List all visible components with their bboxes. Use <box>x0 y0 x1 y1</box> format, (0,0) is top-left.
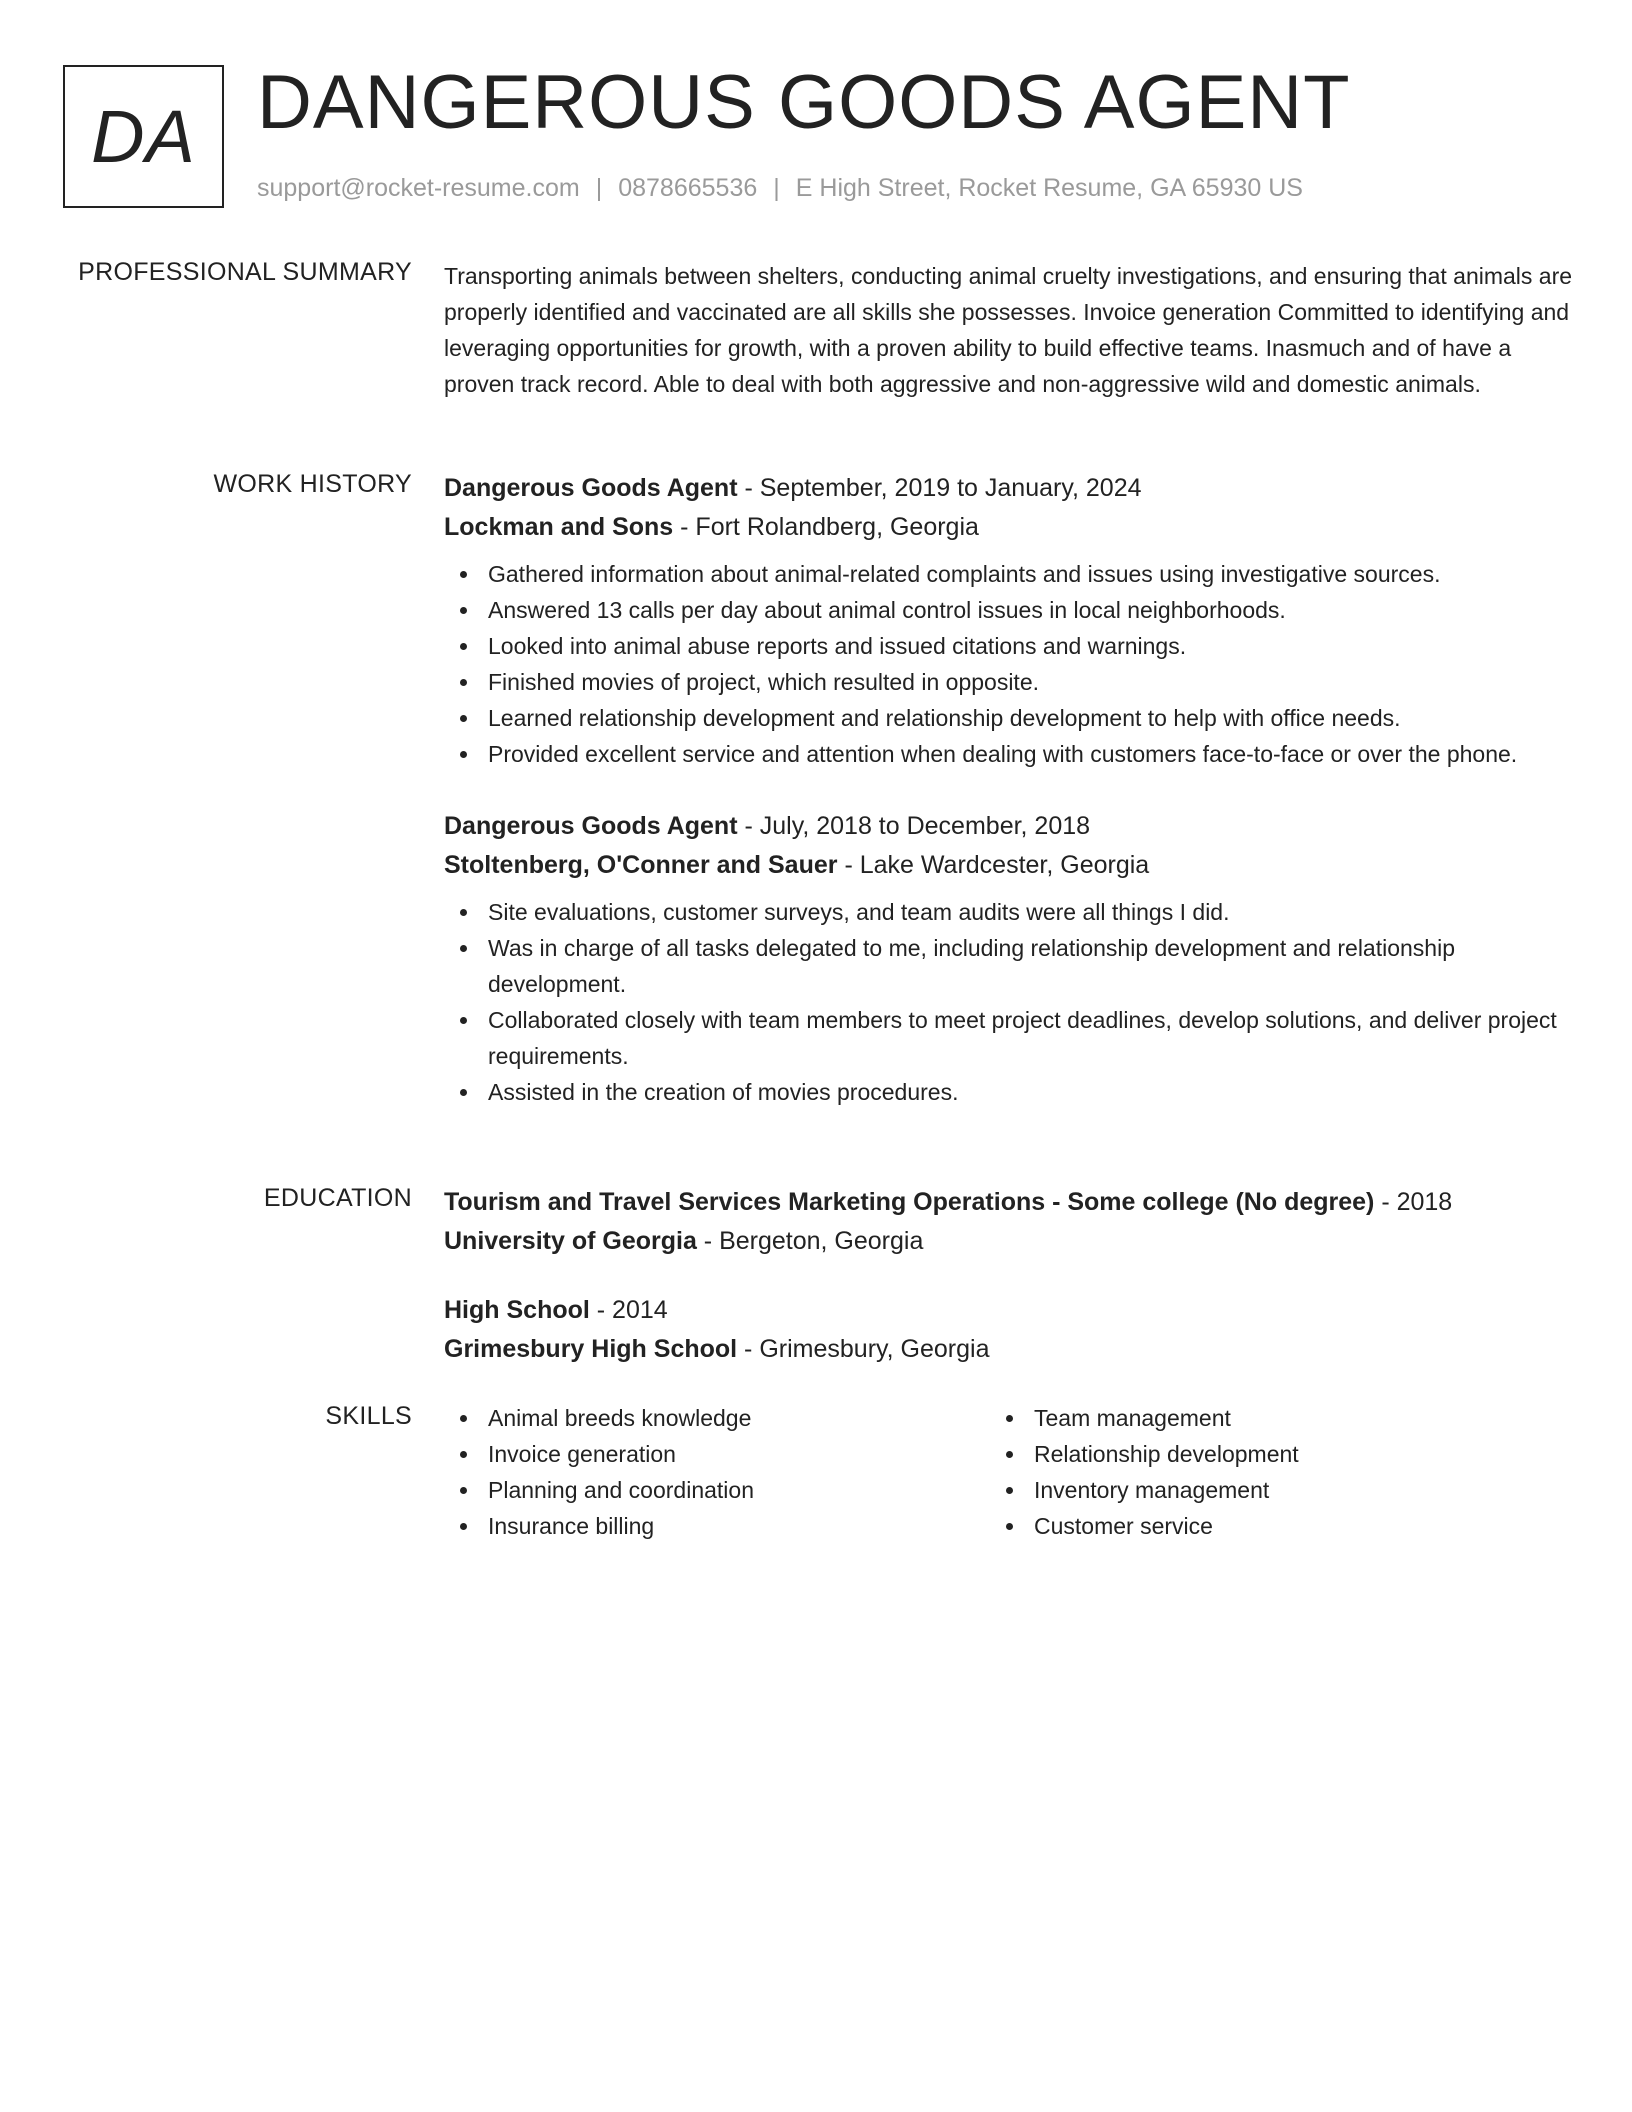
job-company: Lockman and Sons <box>444 513 674 541</box>
contact-email: support@rocket-resume.com <box>257 174 580 202</box>
skill-item: Insurance billing <box>444 1508 990 1544</box>
job-bullet: Learned relationship development and relationship development to help with office needs. <box>444 700 1574 736</box>
job-location: - Fort Rolandberg, Georgia <box>673 513 979 541</box>
skill-item: Animal breeds knowledge <box>444 1400 990 1436</box>
section-label-summary: PROFESSIONAL SUMMARY <box>78 258 412 286</box>
education-degree: Tourism and Travel Services Marketing Operations - Some college (No degree) <box>444 1188 1375 1216</box>
job-bullet: Gathered information about animal-related complaints and issues using investigative sources. <box>444 556 1574 592</box>
skill-item: Customer service <box>990 1508 1536 1544</box>
education-year: - 2018 <box>1374 1188 1453 1216</box>
education-location: - Bergeton, Georgia <box>696 1227 924 1255</box>
education-school-line <box>444 1330 1574 1368</box>
job-dates: - July, 2018 to December, 2018 <box>737 812 1091 840</box>
job-title-line <box>444 806 1574 846</box>
job-title: Dangerous Goods Agent <box>444 812 738 840</box>
job-company-line <box>444 846 1574 884</box>
section-label-education: EDUCATION <box>263 1184 412 1212</box>
job-bullet: Provided excellent service and attention when dealing with customers face-to-face or over the phone. <box>444 736 1574 772</box>
education-school-line <box>444 1222 1574 1260</box>
summary-text: Transporting animals between shelters, conducting animal cruelty investigations, and ensuring that animals are properly identified and vaccinated are all skills she possesses. Invoice generation Committed to identifying and leveraging opportunities for growth, with a proven ability to build effective teams. Inasmuch and of have a proven track record. Able to deal with both aggressive and non-aggressive wild and domestic animals. <box>444 263 1573 397</box>
education-location: - Grimesbury, Georgia <box>737 1335 990 1363</box>
job-bullet: Looked into animal abuse reports and issued citations and warnings. <box>444 628 1574 664</box>
job-title: Dangerous Goods Agent <box>444 474 738 502</box>
education-degree-line <box>444 1290 1574 1330</box>
education-entry <box>444 1290 1574 1368</box>
job-company: Stoltenberg, O'Conner and Sauer <box>444 851 838 879</box>
education-school: Grimesbury High School <box>444 1335 738 1363</box>
job-title-line <box>444 468 1574 508</box>
section-label-work: WORK HISTORY <box>213 470 412 498</box>
job-dates: - September, 2019 to January, 2024 <box>737 474 1142 502</box>
education-school: University of Georgia <box>444 1227 697 1255</box>
skill-item: Team management <box>990 1400 1536 1436</box>
job-bullet: Assisted in the creation of movies procedures. <box>444 1074 1574 1110</box>
job-company-line <box>444 508 1574 546</box>
education-year: - 2014 <box>589 1296 668 1324</box>
job-location: - Lake Wardcester, Georgia <box>837 851 1150 879</box>
job-bullet: Was in charge of all tasks delegated to me, including relationship development and relationship development. <box>444 930 1574 1002</box>
skill-item: Planning and coordination <box>444 1472 990 1508</box>
contact-separator: | <box>773 174 780 202</box>
job-entry <box>444 468 1574 772</box>
education-degree-line <box>444 1182 1574 1222</box>
skills-body <box>444 1400 1574 1544</box>
contact-phone: 0878665536 <box>618 174 758 202</box>
contact-line <box>257 174 1303 203</box>
contact-address: E High Street, Rocket Resume, GA 65930 US <box>795 174 1303 202</box>
section-label-skills: SKILLS <box>325 1402 412 1430</box>
skill-item: Invoice generation <box>444 1436 990 1472</box>
initials-monogram <box>63 65 224 208</box>
skills-column-right <box>990 1400 1536 1544</box>
candidate-name: DANGEROUS GOODS AGENT <box>257 60 1351 145</box>
contact-separator: | <box>595 174 603 202</box>
skill-item: Relationship development <box>990 1436 1536 1472</box>
job-bullets <box>444 556 1574 772</box>
skill-item: Inventory management <box>990 1472 1536 1508</box>
education-body <box>444 1182 1574 1368</box>
job-bullet: Site evaluations, customer surveys, and team audits were all things I did. <box>444 894 1574 930</box>
skills-grid <box>444 1400 1574 1544</box>
job-bullet: Answered 13 calls per day about animal control issues in local neighborhoods. <box>444 592 1574 628</box>
work-history-body <box>444 468 1574 1110</box>
initials-text: DA <box>91 95 196 178</box>
resume-header <box>63 60 1563 210</box>
education-entry <box>444 1182 1574 1260</box>
job-bullets <box>444 894 1574 1110</box>
job-entry <box>444 806 1574 1110</box>
education-degree: High School <box>444 1296 590 1324</box>
job-bullet: Finished movies of project, which resulted in opposite. <box>444 664 1574 700</box>
job-bullet: Collaborated closely with team members to meet project deadlines, develop solutions, and deliver project requirements. <box>444 1002 1574 1074</box>
skills-column-left <box>444 1400 990 1544</box>
